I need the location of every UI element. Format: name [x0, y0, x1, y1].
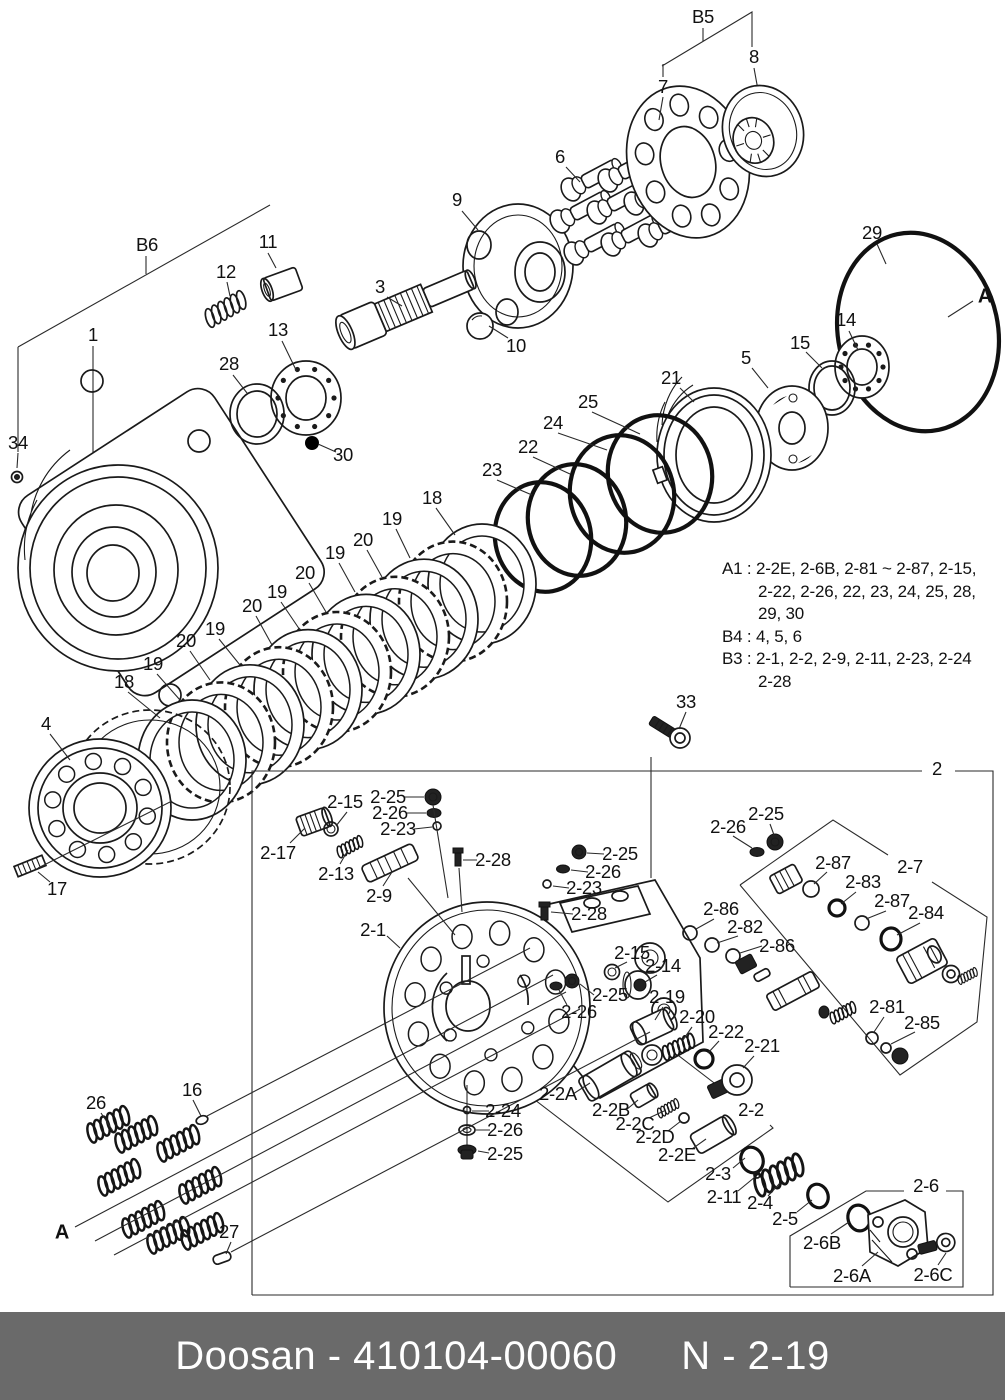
callout-29-7: 29 [862, 222, 882, 243]
callout-2-2A-80: 2-2A [539, 1083, 577, 1104]
callout-28-17: 28 [219, 353, 239, 374]
callout-2-85-76: 2-85 [904, 1012, 940, 1033]
callout-2-1-52: 2-1 [360, 919, 386, 940]
callout-2-2B-81: 2-2B [592, 1099, 630, 1120]
callout-2-15-67: 2-15 [614, 942, 650, 963]
callout-2-11-87: 2-11 [706, 1186, 742, 1207]
callout-B5-0: B5 [691, 6, 715, 27]
part-2-2E-sleeve [689, 1113, 739, 1154]
part-29-oring [819, 218, 1005, 447]
part-2-6-kit [845, 1200, 957, 1266]
callout-4-36: 4 [41, 713, 51, 734]
callout-2-24-77: 2-24 [485, 1100, 521, 1121]
callout-25-21: 25 [578, 391, 598, 412]
part-16-ring [195, 1114, 209, 1126]
part-2-82-ring [705, 938, 719, 952]
part-2-84-oring [881, 928, 901, 950]
callout-9-4: 9 [452, 189, 462, 210]
group-reference-legend [722, 558, 1005, 693]
callout-2-23-47: 2-23 [380, 818, 416, 839]
callout-2-84-65: 2-84 [908, 902, 944, 923]
legend-line-1: 2-22, 2-26, 22, 23, 24, 25, 28, [758, 581, 976, 601]
callout-2-39: 2 [932, 758, 942, 779]
part-2-23-ball-b [543, 880, 551, 888]
callout-2-6B-91: 2-6B [803, 1232, 841, 1253]
callout-2-28-51: 2-28 [475, 849, 511, 870]
part-13-bearing [271, 361, 341, 435]
part-2-25-plug-a [425, 789, 441, 805]
legend-line-4: B3 : 2-1, 2-2, 2-9, 2-11, 2-23, 2-24 [722, 649, 972, 668]
part-12-spring [199, 288, 251, 330]
part-2-2C-spring [654, 1097, 681, 1119]
callout-2-25-79: 2-25 [487, 1143, 523, 1164]
callout-2-28-56: 2-28 [571, 903, 607, 924]
part-30-snap-ring [305, 436, 319, 450]
part-2-26-ring-c [750, 848, 764, 857]
callout-5-11: 5 [741, 347, 751, 368]
callout-2-17-48: 2-17 [260, 842, 296, 863]
callout-2-86-59: 2-86 [703, 898, 739, 919]
callout-2-25-45: 2-25 [370, 786, 406, 807]
callout-2-2E-84: 2-2E [658, 1144, 696, 1165]
part-2-25-plug-b [572, 845, 586, 859]
callout-2-5-89: 2-5 [772, 1208, 798, 1229]
callout-2-14-68: 2-14 [645, 955, 681, 976]
callout-14-9: 14 [836, 309, 856, 330]
callout-2-26-70: 2-26 [561, 1001, 597, 1022]
callout-27-42: 27 [219, 1221, 239, 1242]
footer-page-ref: N - 2-19 [681, 1333, 830, 1378]
part-2-7-kit [769, 864, 980, 986]
callout-34-20: 34 [8, 432, 28, 453]
callout-2-4-88: 2-4 [747, 1192, 773, 1213]
part-2-25-plug-e [458, 1145, 476, 1159]
callout-2-19-71: 2-19 [649, 986, 685, 1007]
part-2-28-bolt-a [453, 848, 463, 866]
callout-B6-13: B6 [135, 234, 159, 255]
callout-2-86-61: 2-86 [759, 935, 795, 956]
legend-line-5: 2-28 [758, 671, 792, 691]
part-2-87-ring-a [803, 881, 819, 897]
legend-line-3: B4 : 4, 5, 6 [722, 626, 802, 646]
part-33-bolt [649, 716, 690, 748]
callout-23-24: 23 [482, 459, 502, 480]
callout-2-25-58: 2-25 [748, 803, 784, 824]
callout-2-82-60: 2-82 [727, 916, 763, 937]
callout-2-21-74: 2-21 [744, 1035, 780, 1056]
part-2-13-spring [334, 834, 367, 860]
part-14-bearing [835, 336, 889, 398]
callout-2-25-53: 2-25 [602, 843, 638, 864]
callout-2-6A-92: 2-6A [833, 1265, 871, 1286]
callout-19-34: 19 [382, 508, 402, 529]
callout-2-23-55: 2-23 [566, 877, 602, 898]
callout-20-31: 20 [295, 562, 315, 583]
callout-18-25: 18 [114, 671, 134, 692]
part-2-6A-flange [868, 1200, 928, 1266]
callout-2-13-49: 2-13 [318, 863, 354, 884]
callout-3-5: 3 [375, 276, 385, 297]
callout-2-25-69: 2-25 [592, 984, 628, 1005]
callout-15-10: 15 [790, 332, 810, 353]
callout-2-87-64: 2-87 [874, 890, 910, 911]
callout-2-26-78: 2-26 [487, 1119, 523, 1140]
callout-19-28: 19 [205, 618, 225, 639]
callout-2-81-75: 2-81 [869, 996, 905, 1017]
footer-bar [0, 1312, 1005, 1400]
callout-24-22: 24 [543, 412, 563, 433]
callout-2-15-44: 2-15 [327, 791, 363, 812]
callout-2-26-57: 2-26 [710, 816, 746, 837]
callout-11-14: 11 [258, 231, 278, 252]
part-11-bushing [258, 267, 303, 303]
callout-A-43: A [54, 1221, 70, 1244]
callout-2-2-85: 2-2 [738, 1099, 764, 1120]
callout-2-83-63: 2-83 [845, 871, 881, 892]
callout-12-15: 12 [216, 261, 236, 282]
callout-2-3-86: 2-3 [705, 1163, 731, 1184]
part-2-9-pin [361, 843, 419, 883]
part-2-15-ring-a [324, 822, 338, 836]
part-2-84-valve [896, 937, 949, 984]
callout-2-20-72: 2-20 [679, 1006, 715, 1027]
callout-22-23: 22 [518, 436, 538, 457]
callout-10-6: 10 [506, 335, 526, 356]
part-27-pin [212, 1251, 232, 1266]
callout-19-26: 19 [143, 653, 163, 674]
callout-33-38: 33 [676, 691, 696, 712]
callout-2-22-73: 2-22 [708, 1021, 744, 1042]
callout-19-30: 19 [267, 581, 287, 602]
callout-20-29: 20 [242, 595, 262, 616]
part-34-screw [12, 472, 23, 483]
bracket-lines [18, 12, 758, 485]
callout-8-2: 8 [749, 46, 759, 67]
callout-17-37: 17 [47, 878, 67, 899]
part-2-85-ring [881, 1043, 891, 1053]
callout-2-2D-83: 2-2D [635, 1126, 675, 1147]
callout-2-9-50: 2-9 [366, 885, 392, 906]
callout-26-41: 26 [86, 1092, 106, 1113]
callout-20-33: 20 [353, 529, 373, 550]
callout-A-8: A [977, 285, 993, 308]
part-2-26-ring-b [557, 865, 570, 873]
callout-6-3: 6 [555, 146, 565, 167]
footer-doc-code: Doosan - 410104-00060 [175, 1333, 618, 1378]
legend-line-0: A1 : 2-2E, 2-6B, 2-81 ~ 2-87, 2-15, [722, 559, 977, 578]
callout-16-40: 16 [182, 1079, 202, 1100]
callout-21-12: 21 [661, 367, 681, 388]
part-2-26-ring-d [550, 982, 562, 990]
callout-13-16: 13 [268, 319, 288, 340]
part-2-2B-piston [629, 1082, 660, 1109]
callout-18-35: 18 [422, 487, 442, 508]
legend-line-2: 29, 30 [758, 604, 805, 623]
callout-19-32: 19 [325, 542, 345, 563]
callout-2-26-46: 2-26 [372, 802, 408, 823]
callout-2-6-90: 2-6 [913, 1175, 939, 1196]
callout-2-6C-93: 2-6C [913, 1264, 953, 1285]
callout-2-87-62: 2-87 [815, 852, 851, 873]
part-2-28-bolt-b [539, 902, 550, 920]
callout-20-27: 20 [176, 630, 196, 651]
callout-30-18: 30 [333, 444, 353, 465]
part-2-5-ring [804, 1181, 831, 1210]
part-2-4-spring [748, 1151, 810, 1200]
part-2-25-plug-c [767, 834, 783, 850]
part-2-25-plug-d [565, 974, 579, 988]
callout-1-19: 1 [88, 324, 98, 345]
callout-2-2C-82: 2-2C [615, 1113, 655, 1134]
callout-2-26-54: 2-26 [585, 861, 621, 882]
part-3-drive-shaft [332, 261, 481, 352]
part-2-22-oring [695, 1050, 713, 1068]
part-21-drum [653, 377, 771, 522]
callout-2-7-66: 2-7 [897, 856, 923, 877]
callout-7-1: 7 [658, 76, 668, 97]
